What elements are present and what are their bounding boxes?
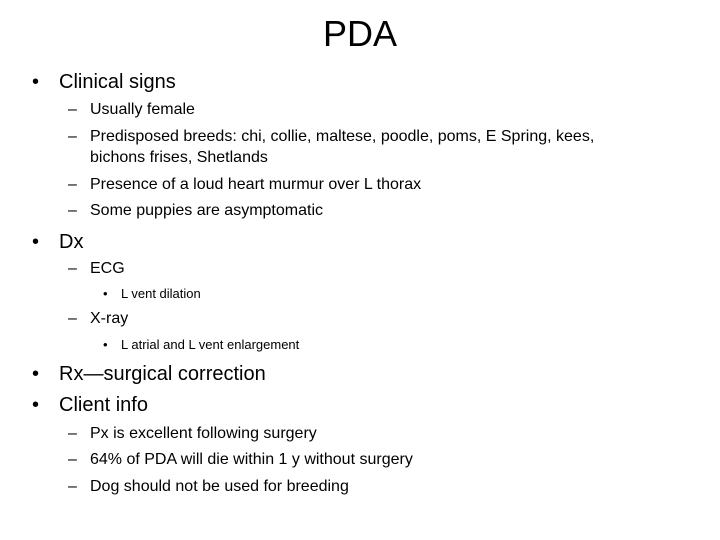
bullet-marker: • bbox=[103, 286, 108, 301]
bullet-marker: • bbox=[32, 394, 40, 416]
list-item-text: Usually female bbox=[90, 101, 195, 118]
slide-title: PDA bbox=[322, 13, 398, 54]
list-item-text: Px is excellent following surgery bbox=[90, 425, 317, 442]
list-item bbox=[0, 424, 720, 444]
dash-marker: – bbox=[68, 101, 77, 118]
list-item bbox=[0, 100, 720, 120]
list-item bbox=[0, 259, 720, 279]
dash-marker: – bbox=[68, 128, 77, 145]
list-item bbox=[0, 450, 720, 470]
dash-marker: – bbox=[68, 478, 77, 495]
sub-list-item bbox=[0, 337, 720, 353]
list-item-text: X-ray bbox=[90, 310, 129, 327]
bullet-dx bbox=[0, 230, 720, 254]
list-item-text: 64% of PDA will die within 1 y without surgery bbox=[90, 451, 413, 468]
list-item-text: Some puppies are asymptomatic bbox=[90, 202, 323, 219]
list-item bbox=[0, 201, 720, 221]
dash-marker: – bbox=[68, 202, 77, 219]
section-label-dx: Dx bbox=[59, 231, 84, 253]
section-label-clinical-signs: Clinical signs bbox=[59, 71, 176, 93]
list-item-text: ECG bbox=[90, 260, 125, 277]
section-label-client-info: Client info bbox=[59, 394, 148, 416]
bullet-client-info bbox=[0, 393, 720, 417]
list-item-text: Predisposed breeds: chi, collie, maltese, poodle, poms, E Spring, kees, bbox=[90, 128, 595, 145]
list-item-text: Dog should not be used for breeding bbox=[90, 478, 349, 495]
dash-marker: – bbox=[68, 260, 77, 277]
dash-marker: – bbox=[68, 425, 77, 442]
list-item bbox=[0, 477, 720, 497]
list-item bbox=[0, 309, 720, 329]
list-item bbox=[0, 127, 720, 147]
list-item-text: bichons frises, Shetlands bbox=[90, 149, 268, 166]
bullet-marker: • bbox=[32, 363, 40, 385]
list-item-continuation bbox=[0, 148, 720, 168]
bullet-clinical-signs bbox=[0, 70, 720, 94]
bullet-marker: • bbox=[32, 231, 40, 253]
bullet-marker: • bbox=[32, 71, 40, 93]
list-item-text: Presence of a loud heart murmur over L thorax bbox=[90, 176, 422, 193]
sub-list-item bbox=[0, 286, 720, 302]
bullet-marker: • bbox=[103, 337, 108, 352]
dash-marker: – bbox=[68, 176, 77, 193]
dash-marker: – bbox=[68, 451, 77, 468]
bullet-rx bbox=[0, 362, 720, 386]
sub-list-item-text: L vent dilation bbox=[121, 286, 201, 301]
dash-marker: – bbox=[68, 310, 77, 327]
sub-list-item-text: L atrial and L vent enlargement bbox=[121, 337, 300, 352]
list-item bbox=[0, 175, 720, 195]
section-label-rx: Rx—surgical correction bbox=[59, 363, 266, 385]
